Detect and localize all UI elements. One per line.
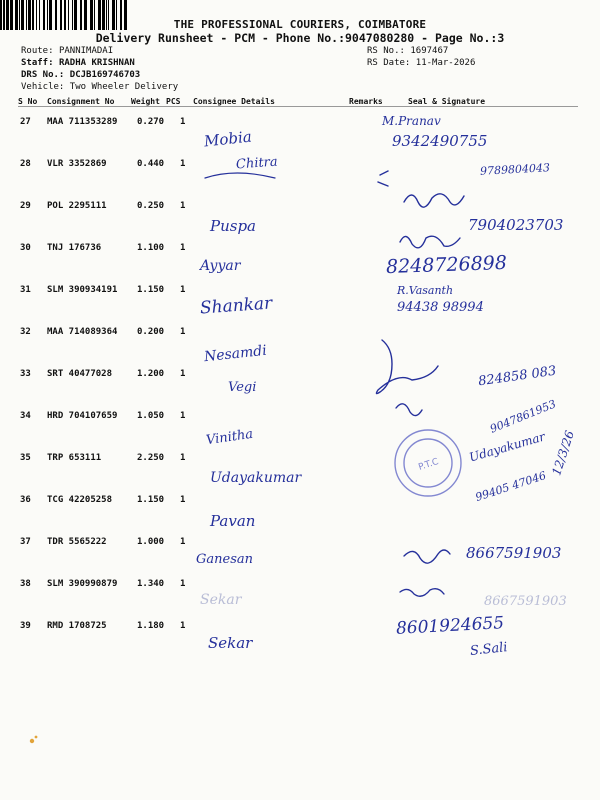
row-sno: 32 (20, 327, 31, 337)
handwritten-name: Vinitha (205, 426, 255, 449)
row-pcs: 1 (180, 537, 186, 547)
row-weight: 1.340 (137, 579, 165, 589)
drs-line (21, 70, 140, 80)
vehicle-line (21, 82, 178, 92)
row-sno: 36 (20, 495, 31, 505)
row-consignment: RMD 1708725 (47, 621, 107, 631)
route-label: Route: (21, 46, 54, 56)
document-title: Delivery Runsheet - PCM - Phone No.:9047080280 - Page No.:3 (95, 31, 505, 45)
row-consignment: TNJ 176736 (47, 243, 102, 253)
vehicle-label: Vehicle: (21, 82, 65, 92)
column-header-consignment: Consignment No (47, 97, 115, 106)
rs-date-label: RS Date: (367, 58, 411, 68)
row-pcs: 1 (180, 495, 186, 505)
row-weight: 1.000 (137, 537, 165, 547)
company-name: THE PROFESSIONAL COURIERS, COIMBATORE (173, 18, 427, 31)
row-sno: 30 (20, 243, 31, 253)
svg-text:P.T.C: P.T.C (417, 456, 440, 473)
handwritten-phone: 8248726898 (385, 251, 508, 279)
staff-value: RADHA KRISHNAN (58, 58, 135, 68)
row-weight: 1.200 (137, 369, 165, 379)
row-consignment: MAA 711353289 (47, 117, 118, 127)
handwritten-name: Pavan (210, 512, 256, 530)
handwritten-name: Puspa (210, 217, 256, 235)
staff-label: Staff: (21, 58, 54, 68)
row-sno: 37 (20, 537, 31, 547)
row-pcs: 1 (180, 369, 186, 379)
handwritten-phone: 9047861953 (488, 397, 558, 436)
rs-date-value: 11-Mar-2026 (415, 58, 476, 68)
column-header-consignee: Consignee Details (193, 97, 275, 106)
handwritten-name: Ayyar (200, 258, 241, 274)
column-header-seal: Seal & Signature (408, 97, 486, 106)
row-pcs: 1 (180, 117, 186, 127)
row-consignment: TDR 5565222 (47, 537, 107, 547)
row-sno: 28 (20, 159, 31, 169)
handwritten-name: Chitra (235, 154, 279, 173)
row-pcs: 1 (180, 453, 186, 463)
staff-line (21, 58, 135, 68)
handwritten-date: 12/3/26 (549, 428, 577, 478)
table-row (0, 104, 600, 146)
rs-number-line (367, 46, 448, 56)
row-weight: 0.200 (137, 327, 165, 337)
row-consignment: TCG 42205258 (47, 495, 113, 505)
row-sno: 38 (20, 579, 31, 589)
vehicle-value: Two Wheeler Delivery (69, 82, 179, 92)
faint-signature: Sekar (200, 592, 242, 608)
handwritten-name: S.Sali (469, 640, 509, 659)
row-weight: 1.050 (137, 411, 165, 421)
row-sno: 29 (20, 201, 31, 211)
handwritten-name: Shankar (199, 293, 273, 319)
handwritten-name: Sekar (208, 634, 253, 652)
row-sno: 33 (20, 369, 31, 379)
row-consignment: VLR 3352869 (47, 159, 107, 169)
row-pcs: 1 (180, 411, 186, 421)
handwritten-phone: 8667591903 (466, 544, 562, 562)
table-row (0, 230, 600, 272)
row-consignment: TRP 653111 (47, 453, 102, 463)
route-value: PANNIMADAI (58, 46, 114, 56)
row-pcs: 1 (180, 621, 186, 631)
row-sno: 27 (20, 117, 31, 127)
row-consignment: MAA 714089364 (47, 327, 118, 337)
row-consignment: POL 2295111 (47, 201, 107, 211)
drs-value: DCJB169746703 (69, 70, 141, 80)
row-consignment: SLM 390934191 (47, 285, 118, 295)
row-weight: 1.150 (137, 495, 165, 505)
faint-signature: 8667591903 (484, 594, 567, 609)
column-header-sno: S No (18, 97, 38, 106)
handwritten-name: Udayakumar (467, 429, 547, 465)
row-weight: 1.180 (137, 621, 165, 631)
drs-label: DRS No.: (21, 70, 65, 80)
handwritten-name: M.Pranav (382, 114, 441, 128)
handwritten-name: Mobia (203, 127, 253, 151)
table-row (0, 272, 600, 314)
rs-number-label: RS No.: (367, 46, 405, 56)
row-pcs: 1 (180, 285, 186, 295)
row-consignment: SLM 390990879 (47, 579, 118, 589)
row-weight: 2.250 (137, 453, 165, 463)
row-weight: 1.150 (137, 285, 165, 295)
row-pcs: 1 (180, 201, 186, 211)
row-consignment: HRD 704107659 (47, 411, 118, 421)
handwritten-phone: 9789804043 (479, 161, 551, 178)
handwritten-name: Ganesan (196, 552, 253, 567)
handwritten-name: Nesamdi (203, 342, 268, 366)
row-weight: 1.100 (137, 243, 165, 253)
row-weight: 0.440 (137, 159, 165, 169)
handwritten-name: R.Vasanth (397, 284, 454, 297)
route-line (21, 46, 113, 56)
row-pcs: 1 (180, 243, 186, 253)
row-consignment: SRT 40477028 (47, 369, 113, 379)
row-pcs: 1 (180, 159, 186, 169)
row-pcs: 1 (180, 327, 186, 337)
stray-ink-mark (30, 736, 38, 744)
row-sno: 31 (20, 285, 31, 295)
column-header-weight: Weight (131, 97, 160, 106)
handwritten-name: Udayakumar (210, 470, 302, 486)
row-sno: 39 (20, 621, 31, 631)
column-header-remarks: Remarks (349, 97, 383, 106)
column-header-pcs: PCS (166, 97, 181, 106)
row-sno: 34 (20, 411, 31, 421)
row-sno: 35 (20, 453, 31, 463)
handwritten-phone: 94438 98994 (397, 300, 484, 315)
handwritten-phone: 824858 083 (477, 363, 558, 390)
handwritten-phone: 8601924655 (395, 613, 505, 639)
row-weight: 0.270 (137, 117, 165, 127)
handwritten-phone: 99405 47046 (473, 468, 548, 505)
rs-date-line (367, 58, 475, 68)
table-row (0, 608, 600, 650)
handwritten-phone: 9342490755 (392, 132, 488, 150)
table-row (0, 314, 600, 356)
handwritten-phone: 7904023703 (468, 216, 564, 234)
handwritten-name: Vegi (228, 380, 257, 395)
row-weight: 0.250 (137, 201, 165, 211)
rs-number-value: 1697467 (410, 46, 449, 56)
row-pcs: 1 (180, 579, 186, 589)
